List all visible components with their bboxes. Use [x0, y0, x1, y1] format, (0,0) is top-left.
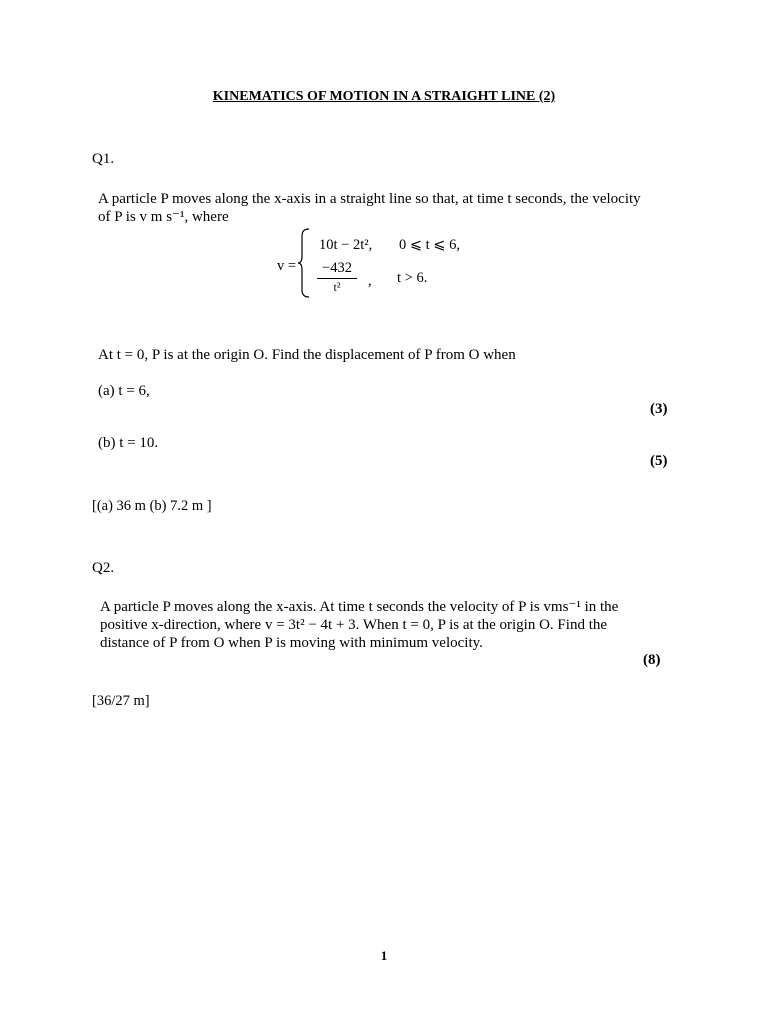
q1-marks-a: (3)	[650, 401, 668, 417]
piecewise-v-label: v =	[277, 258, 297, 274]
q1-intro-line1: A particle P moves along the x-axis in a straight line so that, at time t seconds, the velocity	[98, 191, 641, 207]
q2-answer: [36/27 m]	[92, 693, 150, 709]
q1-part-a: (a) t = 6,	[98, 383, 150, 399]
q1-intro-line2: of P is v m s⁻¹, where	[98, 209, 229, 225]
case2-comma: ,	[368, 273, 372, 289]
velocity-piecewise	[277, 228, 477, 298]
case2-numerator: −432	[317, 260, 357, 279]
q1-label: Q1.	[92, 151, 115, 167]
q2-label: Q2.	[92, 560, 115, 576]
case1-condition: 0 ⩽ t ⩽ 6,	[399, 237, 460, 253]
case1-expression: 10t − 2t²,	[319, 237, 373, 253]
q2-line1: A particle P moves along the x-axis. At time t seconds the velocity of P is vms⁻¹ in the	[100, 599, 619, 615]
case2-condition: t > 6.	[397, 270, 428, 286]
q2-line3: distance of P from O when P is moving with minimum velocity.	[100, 635, 483, 651]
q1-part-b: (b) t = 10.	[98, 435, 159, 451]
q1-marks-b: (5)	[650, 453, 668, 469]
left-brace-icon	[297, 228, 311, 298]
q2-marks: (8)	[643, 652, 661, 668]
page-title: KINEMATICS OF MOTION IN A STRAIGHT LINE (2)	[212, 89, 556, 104]
case2-denominator: t²	[333, 280, 341, 294]
case2-fraction	[317, 260, 357, 295]
q2-line2: positive x-direction, where v = 3t² − 4t + 3. When t = 0, P is at the origin O. Find the	[100, 617, 608, 633]
q1-answer: [(a) 36 m (b) 7.2 m ]	[92, 498, 212, 514]
q1-condition-line: At t = 0, P is at the origin O. Find the displacement of P from O when	[98, 347, 516, 363]
page-number: 1	[380, 948, 388, 963]
